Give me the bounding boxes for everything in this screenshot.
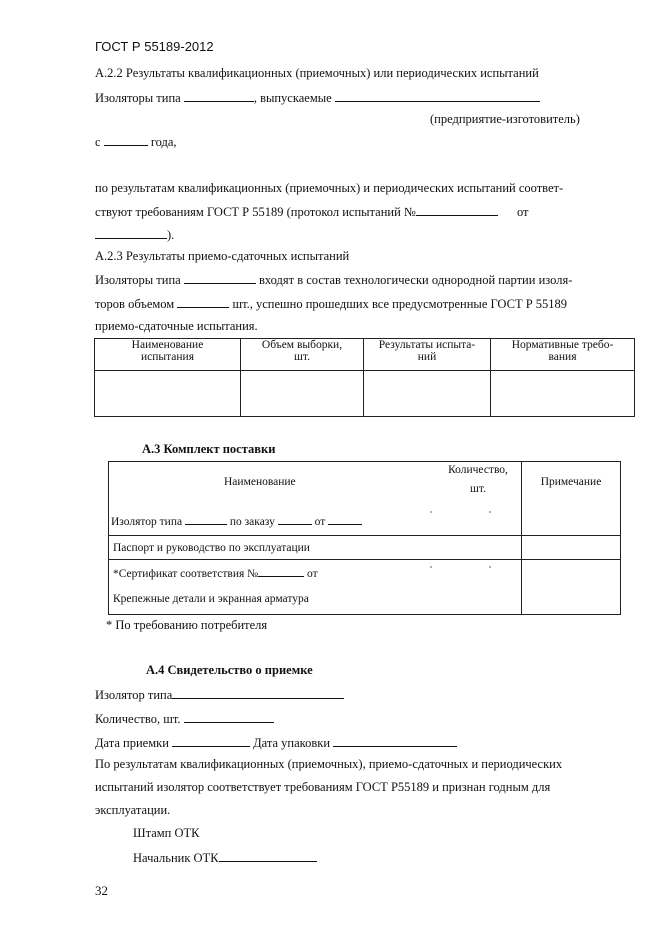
year-label: года, — [150, 135, 177, 149]
accept-date-blank — [172, 735, 250, 747]
protocol-number-blank — [416, 204, 498, 216]
header-requirements: Нормативные требо- вания — [491, 339, 635, 371]
scan-dot — [489, 566, 491, 568]
cell-empty — [522, 560, 621, 615]
fasteners-label: Крепежные детали и экранная арматура — [113, 593, 309, 605]
volume-blank — [177, 296, 229, 308]
chief-signature-blank — [219, 850, 317, 862]
a22-paragraph-line3 — [95, 227, 174, 242]
doc-code: ГОСТ Р 55189-2012 — [95, 39, 214, 54]
cell-empty — [522, 536, 621, 560]
a22-paragraph-line1: по результатам квалификационных (приемочных) и периодических испытаний соответ- — [95, 181, 564, 195]
batch-text: входят в состав технологически однородной партии изоля- — [258, 273, 573, 287]
insulator-type-label: Изолятор типа — [111, 516, 183, 528]
footnote: * По требованию потребителя — [106, 618, 268, 632]
year-blank — [104, 134, 148, 146]
col-note-header: Примечание — [522, 462, 621, 536]
name-column-header — [109, 462, 522, 536]
certificate-line — [113, 565, 318, 581]
a4-dates-line — [95, 735, 457, 750]
protocol-text: ствуют требованиям ГОСТ Р 55189 (протокол испытаний № — [95, 205, 416, 219]
a23-line1 — [95, 272, 572, 287]
passed-text: шт., успешно прошедших все предусмотренные ГОСТ Р 55189 — [232, 297, 568, 311]
a4-paragraph-line2: испытаний изолятор соответствует требованиям ГОСТ Р55189 и признан годным для — [95, 780, 551, 794]
insulator-type-blank — [185, 513, 227, 525]
col-name-label: Наименование — [224, 476, 296, 488]
header-sample-size: Объем выборки, шт. — [241, 339, 364, 371]
type-label: Изоляторы типа — [95, 273, 181, 287]
a23-line3: приемо-сдаточные испытания. — [95, 319, 258, 333]
certificate-label: *Сертификат соответствия № — [113, 568, 259, 580]
manufacturer-blank — [335, 90, 540, 102]
scan-dot — [430, 511, 432, 513]
type-blank — [184, 90, 254, 102]
row-insulator — [111, 513, 362, 529]
cell-empty — [364, 371, 491, 417]
qty-label: Количество, шт. — [95, 712, 181, 726]
section-a4-title: А.4 Свидетельство о приемке — [146, 663, 313, 677]
order-date-blank — [328, 513, 362, 525]
qty-blank — [184, 711, 274, 723]
row-passport: Паспорт и руководство по эксплуатации — [109, 536, 522, 560]
a23-line2 — [95, 296, 567, 311]
a4-paragraph-line3: эксплуатации. — [95, 803, 171, 817]
col-qty-label: Количество, шт. — [448, 464, 508, 496]
cell-empty — [95, 371, 241, 417]
type-blank — [184, 272, 256, 284]
order-label: по заказу — [229, 516, 275, 528]
certificate-from-label: от — [307, 568, 318, 580]
chief-label: Начальник ОТК — [133, 851, 219, 865]
stamp-label: Штамп ОТК — [133, 826, 200, 840]
a22-line1 — [95, 90, 540, 105]
scan-dot — [489, 511, 491, 513]
order-blank — [278, 513, 312, 525]
pack-date-blank — [333, 735, 457, 747]
type-blank — [172, 687, 344, 699]
from-label: от — [314, 516, 326, 528]
type-label: Изолятор типа — [95, 688, 173, 702]
header-test-name: Наименование испытания — [95, 339, 241, 371]
section-a3-title: А.3 Комплект поставки — [142, 442, 276, 456]
scan-dot — [430, 566, 432, 568]
a4-qty-line — [95, 711, 274, 726]
section-a23-title: А.2.3 Результаты приемо-сдаточных испытаний — [95, 249, 350, 263]
from-label: с — [95, 135, 101, 149]
certificate-number-blank — [258, 565, 304, 577]
cell-empty — [241, 371, 364, 417]
manufacturer-caption: (предприятие-изготовитель) — [430, 112, 580, 126]
protocol-date-blank — [95, 227, 167, 239]
a4-type-line — [95, 687, 344, 702]
issued-label: , выпускаемые — [253, 91, 332, 105]
paren-close: ). — [167, 228, 175, 242]
pack-date-label: Дата упаковки — [253, 736, 331, 750]
protocol-from-label: от — [516, 205, 529, 219]
a22-line2 — [95, 134, 177, 149]
page-number: 32 — [95, 883, 108, 898]
row-certificate-fasteners — [109, 560, 522, 615]
accept-date-label: Дата приемки — [95, 736, 169, 750]
volume-label: торов объемом — [95, 297, 175, 311]
a4-paragraph-line1: По результатам квалификационных (приемочных), приемо-сдаточных и периодических — [95, 757, 563, 771]
type-label: Изоляторы типа — [95, 91, 181, 105]
section-a22-title: А.2.2 Результаты квалификационных (приемочных) или периодических испытаний — [95, 66, 539, 80]
header-results: Результаты испыта- ний — [364, 339, 491, 371]
cell-empty — [491, 371, 635, 417]
a22-paragraph-line2 — [95, 204, 529, 219]
delivery-set-table — [108, 461, 621, 615]
chief-line — [133, 850, 317, 865]
acceptance-tests-table — [94, 338, 635, 417]
